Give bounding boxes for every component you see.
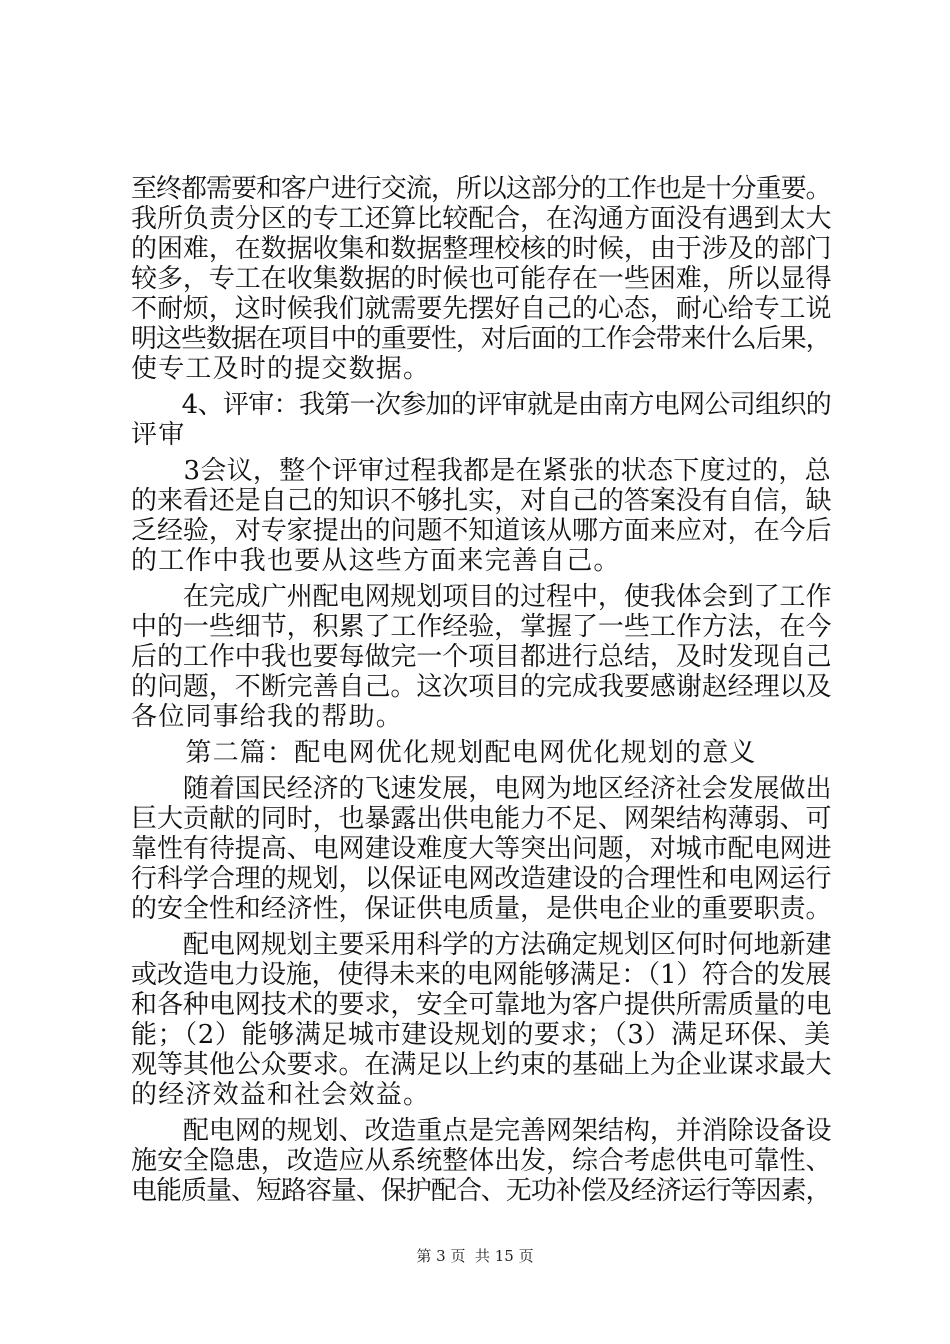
text-line: 评审 [131, 420, 186, 450]
text-line: 靠性有待提高、电网建设难度大等突出问题，对城市配电网进 [131, 834, 832, 864]
text-line: 不耐烦，这时候我们就需要先摆好自己的心态，耐心给专工说 [131, 294, 832, 324]
text-line: 后的工作中我也要每做完一个项目都进行总结，及时发现自己 [131, 642, 832, 672]
text-line: 能；（2）能够满足城市建设规划的要求；（3）满足环保、美 [131, 1020, 831, 1050]
page-number-footer: 第 3 页 共 15 页 [416, 1247, 534, 1265]
text-line: 随着国民经济的飞速发展，电网为地区经济社会发展做出 [131, 774, 832, 804]
text-line: 各位同事给我的帮助。 [131, 702, 404, 732]
text-line: 的来看还是自己的知识不够扎实，对自己的答案没有自信，缺 [131, 486, 832, 516]
text-line: 使专工及时的提交数据。 [131, 354, 431, 384]
text-line: 的困难，在数据收集和数据整理校核的时候，由于涉及的部门 [131, 234, 832, 264]
text-line: 乏经验，对专家提出的问题不知道该从哪方面来应对，在今后 [131, 516, 832, 546]
text-line: 中的一些细节，积累了工作经验，掌握了一些工作方法，在今 [131, 612, 832, 642]
text-line: 配电网的规划、改造重点是完善网架结构，并消除设备设 [131, 1116, 832, 1146]
text-line: 巨大贡献的同时，也暴露出供电能力不足、网架结构薄弱、可 [131, 804, 832, 834]
text-line: 或改造电力设施，使得未来的电网能够满足：（1）符合的发展 [131, 960, 832, 990]
text-line: 观等其他公众要求。在满足以上约束的基础上为企业谋求最大 [131, 1050, 832, 1080]
text-line: 电能质量、短路容量、保护配合、无功补偿及经济运行等因素， [131, 1176, 831, 1206]
text-line: 和各种电网技术的要求，安全可靠地为客户提供所需质量的电 [131, 990, 832, 1020]
text-line: 的工作中我也要从这些方面来完善自己。 [131, 546, 621, 576]
text-line: 4、评审：我第一次参加的评审就是由南方电网公司组织的 [131, 390, 832, 420]
text-line: 3会议，整个评审过程我都是在紧张的状态下度过的，总 [131, 456, 831, 486]
text-line: 较多，专工在收集数据的时候也可能存在一些困难，所以显得 [131, 264, 832, 294]
text-line: 至终都需要和客户进行交流，所以这部分的工作也是十分重要。 [131, 174, 831, 204]
text-line: 在完成广州配电网规划项目的过程中，使我体会到了工作 [131, 582, 832, 612]
text-line: 的经济效益和社会效益。 [131, 1080, 431, 1110]
text-line: 的问题，不断完善自己。这次项目的完成我要感谢赵经理以及 [131, 672, 832, 702]
text-line: 施安全隐患，改造应从系统整体出发，综合考虑供电可靠性、 [131, 1146, 832, 1176]
text-line: 第二篇：配电网优化规划配电网优化规划的意义 [131, 738, 757, 768]
text-line: 明这些数据在项目中的重要性，对后面的工作会带来什么后果， [131, 324, 831, 354]
text-line: 行科学合理的规划，以保证电网改造建设的合理性和电网运行 [131, 864, 832, 894]
text-line: 的安全性和经济性，保证供电质量，是供电企业的重要职责。 [131, 894, 832, 924]
text-line: 我所负责分区的专工还算比较配合，在沟通方面没有遇到太大 [131, 204, 832, 234]
text-line: 配电网规划主要采用科学的方法确定规划区何时何地新建 [131, 930, 832, 960]
